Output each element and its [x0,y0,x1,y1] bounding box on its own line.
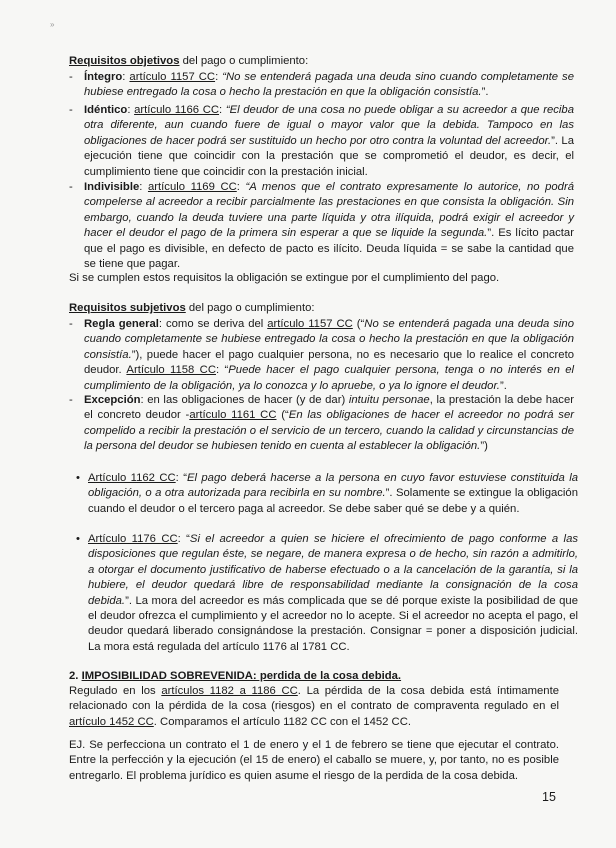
exception-item: - Excepción: en las obligaciones de hacer (y de dar) intuitu personae, la prestación la debe hacer el concreto deudor -artículo 1161 CC (“En las obligaciones de hacer el acreedor no podrá ser compelido a recibir la prestación o el servicio de un tercero, cuando la calidad y circunstancias de la persona del deudor se hubiesen tenido en cuenta al establecer la obligación.”) [69,394,574,453]
section-2-paragraph: Regulado en los artículos 1182 a 1186 CC. La pérdida de la cosa debida está íntimamente relacionado con la pérdida de la cosa (riesgos) en el contrato de compraventa regulado en el artículo 1452 CC. Comparamos el artículo 1182 CC con el 1452 CC. [69,685,559,728]
page-number: 15 [542,790,556,804]
example-paragraph: EJ. Se perfecciona un contrato el 1 de enero y el 1 de febrero se tiene que ejecutar el contrato. Entre la perfección y la ejecución (el 15 de enero) el caballo se muere, y, por tanto, no es posible entregarlo. El problema jurídico es quien asume el riesgo de la perdida de la cosa debida. [69,739,559,782]
article-1162-item: • Artículo 1162 CC: “El pago deberá hacerse a la persona en cuyo favor estuviese constituida la obligación, o a otra autorizada para recibirla en su nombre.”. Solamente se extingue la obligación cuando el deudor o el tercero paga al acreedor. Se debe saber qué se debe y a quién. [76,472,578,515]
subjective-requirements-heading: Requisitos subjetivos del pago o cumplimiento: [69,302,315,314]
integro-item: - Íntegro: artículo 1157 CC: “No se entenderá pagada una deuda sino cuando completamente se hubiese entregado la cosa o hecho la prestación en que la obligación consistía.”. [69,71,574,99]
objective-summary: Si se cumplen estos requisitos la obligación se extingue por el cumplimiento del pago. [69,272,500,284]
identico-item: - Idéntico: artículo 1166 CC: “El deudor de una cosa no puede obligar a su acreedor a que reciba otra diferente, aun cuando fuere de igual o mayor valor que la debida. Tampoco en las obligaciones de hacer podrá ser sustituido un hecho por otro contra la voluntad del acreedor.”. La ejecución tiene que coincidir con la prestación que se comprometió el deudor, es decir, el cumplimiento tiene que coincidir con la prestación inicial. [69,104,574,178]
objective-requirements-heading: Requisitos objetivos del pago o cumplimiento: [69,55,309,67]
general-rule-item: - Regla general: como se deriva del artículo 1157 CC (“No se entenderá pagada una deuda sino cuando completamente se hubiese entregado la cosa o hecho la prestación en que la obligación consistía.”), puede hacer el pago cualquier persona, no es necesario que lo realice el concreto deudor. Artículo 1158 CC: “Puede hacer el pago cualquier persona, tenga o no interés en el cumplimiento de la obligación, ya lo conozca y lo apruebe, o ya lo ignore el deudor.”. [69,318,574,392]
section-2-heading: 2. IMPOSIBILIDAD SOBREVENIDA: perdida de la cosa debida. [69,670,402,682]
indivisible-item: - Indivisible: artículo 1169 CC: “A menos que el contrato expresamente lo autorice, no podrá compelerse al acreedor a recibir parcialmente las prestaciones en que consista la obligación. Sin embargo, cuando la deuda tuviere una parte líquida y otra ilíquida, podrá exigir el acreedor y hacer el deudor el pago de la primera sin esperar a que se liquide la segunda.”. Es lícito pactar que el pago es divisible, en defecto de pacto es ilícito. Deuda líquida = se sabe la cantidad que se tiene que pagar. [69,181,575,271]
article-1176-item: • Artículo 1176 CC: “Si el acreedor a quien se hiciere el ofrecimiento de pago conforme a las disposiciones que regulan éste, se negare, de manera expresa o de hecho, sin razón a admitirlo, a otorgar el documento justificativo de haberse efectuado o a la cancelación de la garantía, si la hubiere, el deudor quedará libre de responsabilidad mediante la consignación de la cosa debida.”. La mora del acreedor es más complicada que se dé porque existe la posibilidad de que el deudor ofrezca el cumplimiento y el acreedor no lo acepte. Si el acreedor no acepta el pago, el deudor quedará liberado consignándose la prestación. Consignar = poner a disposición judicial. La mora está regulada del artículo 1176 al 1781 CC. [76,533,578,653]
corner-mark: » [50,20,55,29]
